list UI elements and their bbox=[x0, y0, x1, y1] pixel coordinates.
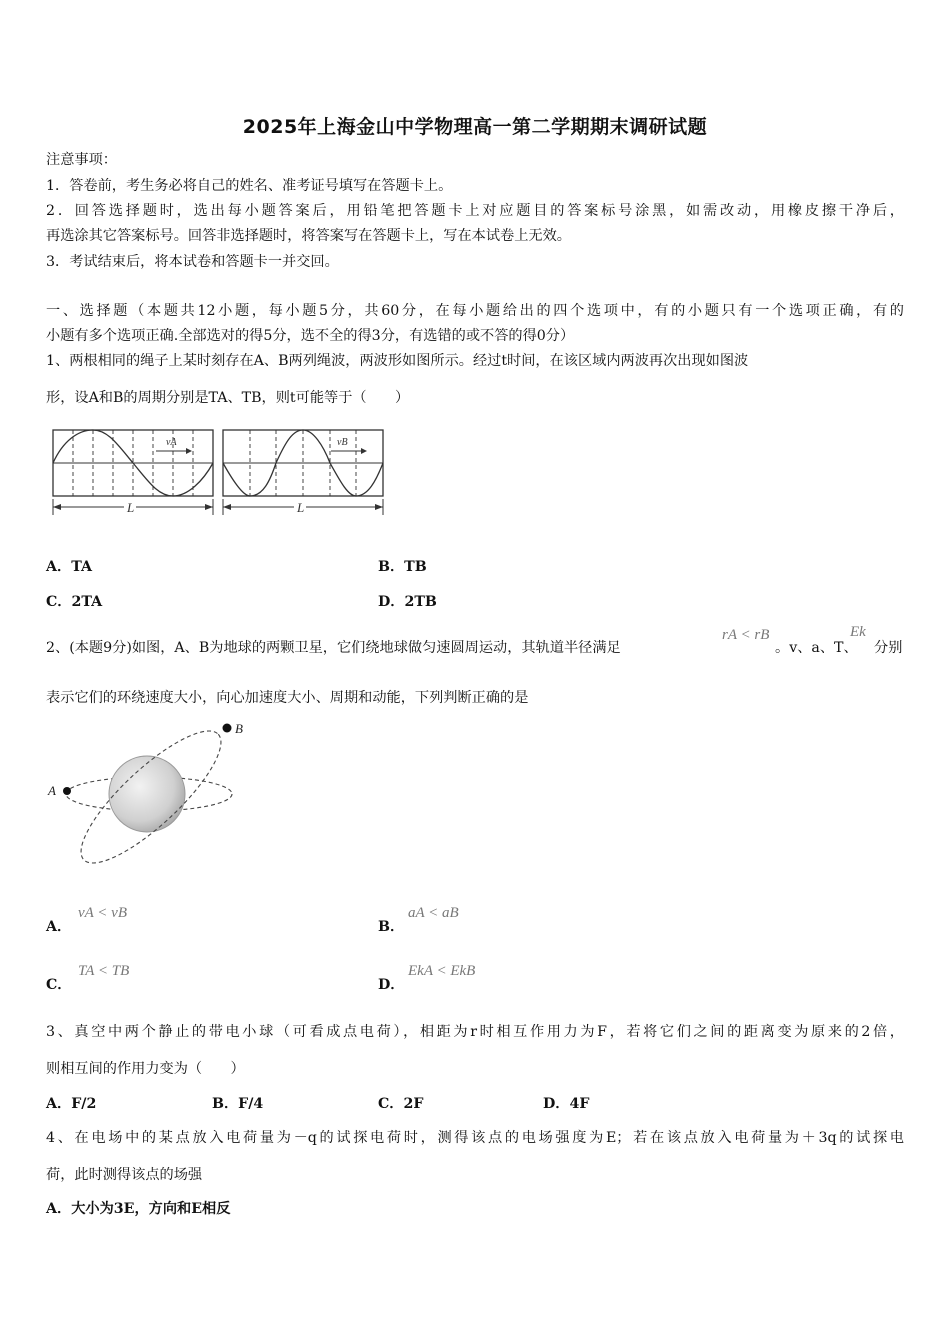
length-label: L bbox=[297, 500, 305, 515]
question-3-text: 3、真空中两个静止的带电小球（可看成点电荷），相距为r时相互作用力为F，若将它们之间的距离变为原来的2倍， bbox=[46, 1024, 904, 1040]
q3-option-b[interactable]: B．F/4 bbox=[212, 1096, 264, 1112]
length-label: L bbox=[127, 500, 135, 515]
q3-option-d[interactable]: D．4F bbox=[543, 1096, 590, 1112]
orbit-figure bbox=[44, 715, 254, 870]
q4-option-a[interactable]: A．大小为3E，方向和E相反 bbox=[46, 1201, 231, 1217]
q3-option-c[interactable]: C．2F bbox=[378, 1096, 424, 1112]
question-2-text: 表示它们的环绕速度大小，向心加速度大小、周期和动能，下列判断正确的是 bbox=[46, 690, 529, 706]
notice-heading: 注意事项： bbox=[46, 152, 117, 168]
q2-option-d-math: EkA < EkB bbox=[408, 963, 476, 979]
q2-option-b-letter[interactable]: B． bbox=[378, 919, 405, 935]
question-2-text: 。v、a、T、 bbox=[775, 640, 858, 656]
satellite-b-label: B bbox=[235, 721, 243, 736]
q1-option-c[interactable]: C．2TA bbox=[46, 594, 103, 610]
q2-option-a-math: vA < vB bbox=[78, 905, 127, 921]
notice-item: 2．回答选择题时，选出每小题答案后，用铅笔把答题卡上对应题目的答案标号涂黑，如需改动，用橡皮擦干净后， bbox=[46, 203, 904, 219]
page-title: 2025年上海金山中学物理高一第二学期期末调研试题 bbox=[242, 116, 708, 138]
notice-item: 1．答卷前，考生务必将自己的姓名、准考证号填写在答题卡上。 bbox=[46, 178, 453, 194]
q2-option-d-letter[interactable]: D． bbox=[378, 977, 405, 993]
velocity-a-label: vA bbox=[166, 437, 177, 448]
question-3-text: 则相互间的作用力变为（ ） bbox=[46, 1061, 245, 1077]
notice-item: 再选涂其它答案标号。回答非选择题时，将答案写在答题卡上，写在本试卷上无效。 bbox=[46, 228, 571, 244]
q2-option-a-letter[interactable]: A． bbox=[46, 919, 72, 935]
velocity-b-label: vB bbox=[337, 437, 348, 448]
q2-option-c-math: TA < TB bbox=[78, 963, 130, 979]
kinetic-energy-symbol: Ek bbox=[850, 624, 866, 640]
section-header: 一、选择题（本题共12小题，每小题5分，共60分，在每小题给出的四个选项中，有的小题只有一个选项正确，有的 bbox=[46, 303, 904, 319]
question-1-text: 形，设A和B的周期分别是TA、TB，则t可能等于（ ） bbox=[46, 390, 410, 406]
satellite-a-label: A bbox=[48, 783, 56, 798]
question-2-text: 2、(本题9分)如图，A、B为地球的两颗卫星，它们绕地球做匀速圆周运动，其轨道半径满足 bbox=[46, 640, 621, 656]
q1-option-b[interactable]: B．TB bbox=[378, 559, 427, 575]
question-4-text: 荷，此时测得该点的场强 bbox=[46, 1167, 203, 1183]
wave-figure bbox=[48, 425, 388, 517]
question-1-text: 1、两根相同的绳子上某时刻存在A、B两列绳波，两波形如图所示。经过t时间，在该区域内两波再次出现如图波 bbox=[46, 353, 749, 369]
q2-option-b-math: aA < aB bbox=[408, 905, 459, 921]
section-header: 小题有多个选项正确.全部选对的得5分，选不全的得3分，有选错的或不答的得0分） bbox=[46, 328, 575, 344]
q2-option-c-letter[interactable]: C． bbox=[46, 977, 72, 993]
q1-option-d[interactable]: D．2TB bbox=[378, 594, 437, 610]
question-4-text: 4、在电场中的某点放入电荷量为－q的试探电荷时，测得该点的电场强度为E；若在该点放入电荷量为＋3q的试探电 bbox=[46, 1130, 904, 1146]
question-2-text: 分别 bbox=[874, 640, 903, 656]
q1-option-a[interactable]: A．TA bbox=[46, 559, 92, 575]
radius-relation: rA < rB bbox=[722, 627, 770, 643]
notice-item: 3．考试结束后，将本试卷和答题卡一并交回。 bbox=[46, 254, 339, 270]
q3-option-a[interactable]: A．F/2 bbox=[46, 1096, 97, 1112]
